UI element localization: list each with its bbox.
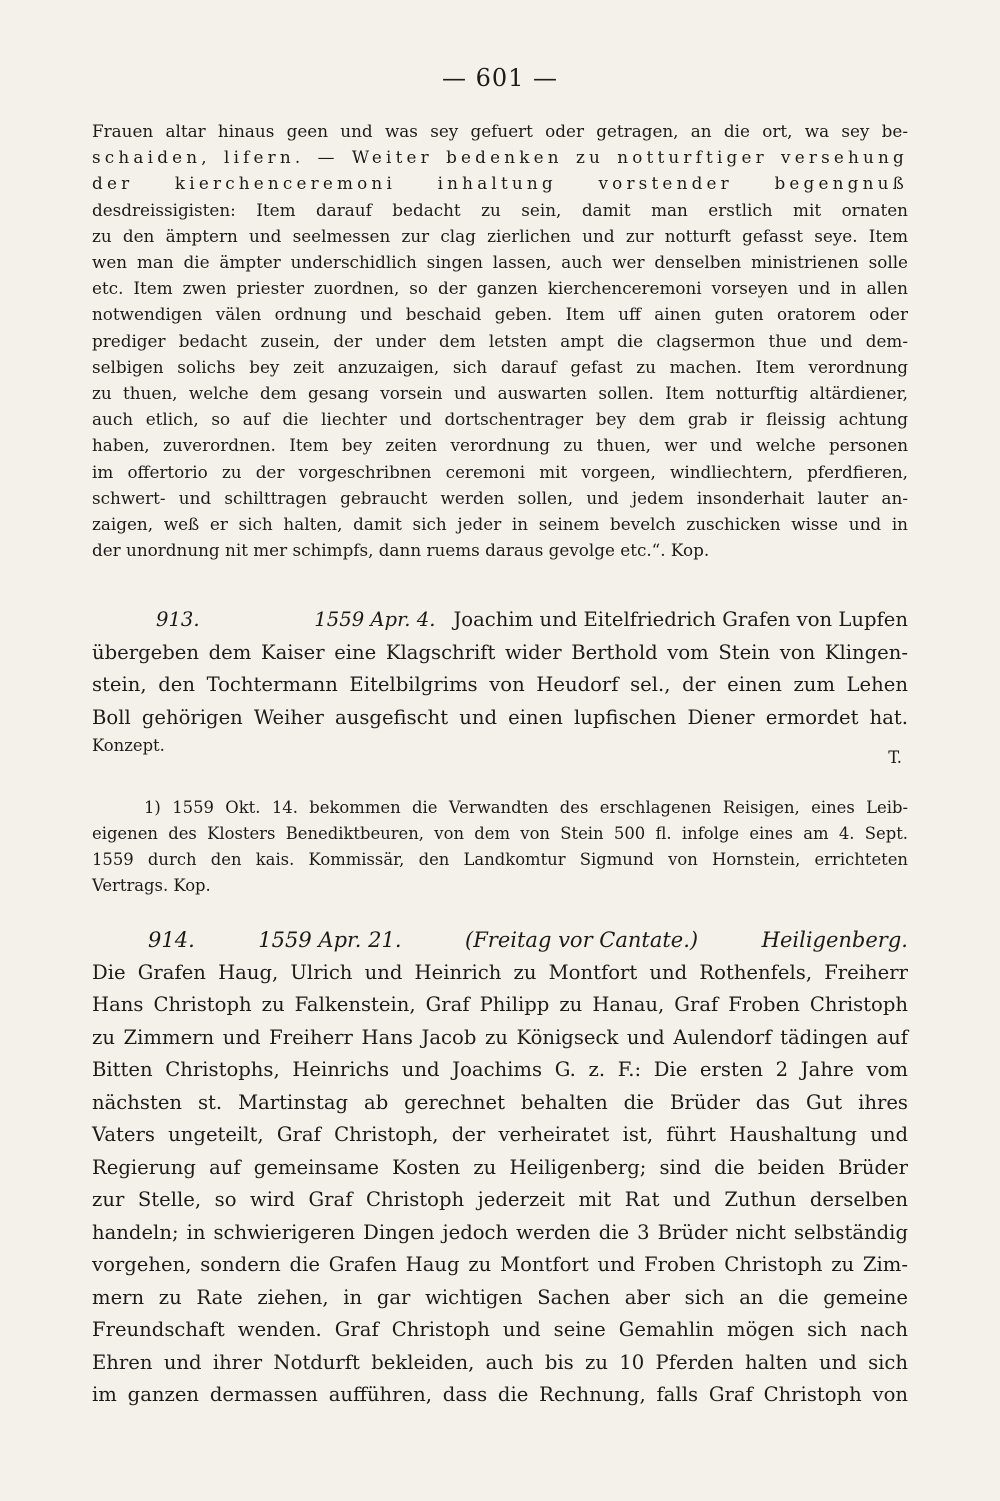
text-line: etc. Item zwen priester zuordnen, so der ganzen kierchenceremoni vorseyen und in allen — [92, 278, 908, 299]
entry-place: Heiligenberg. — [761, 928, 908, 952]
text-line: vorgehen, sondern die Grafen Haug zu Montfort und Froben Christoph zu Zim- — [92, 1253, 908, 1276]
text-line: Ehren und ihrer Notdurft bekleiden, auch bis zu 10 Pferden halten und sich — [92, 1350, 908, 1374]
footnote-line: Vertrags. Kop. — [92, 876, 211, 895]
text-line: auch etlich, so auf die liechter und dortschentrager bey dem grab ir fleissig achtung — [92, 409, 908, 430]
entry-day: (Freitag vor Cantate.) — [465, 928, 699, 952]
text-line: Freundschaft wenden. Graf Christoph und seine Gemahlin mögen sich nach — [92, 1318, 908, 1341]
entry-number: 913. — [156, 608, 200, 631]
source-note: Konzept. — [92, 736, 165, 755]
text-line: notwendigen välen ordnung und beschaid geben. Item uff ainen guten oratorem oder — [92, 304, 908, 325]
text-line: Boll gehörigen Weiher ausgefischt und einen lupfischen Diener ermordet hat. — [92, 705, 908, 729]
footnote-line: 1) 1559 Okt. 14. bekommen die Verwandten des erschlagenen Reisigen, eines Leib- — [144, 798, 908, 817]
entry-date: 1559 Apr. 21. — [258, 928, 402, 952]
text-line: zaigen, weß er sich halten, damit sich jeder in seinem bevelch zuschicken wisse und in — [92, 514, 908, 535]
text-line: desdreissigisten: Item darauf bedacht zu sein, damit man erstlich mit ornaten — [92, 199, 908, 220]
text-line: schaiden, lifern. — Weiter bedenken zu notturftiger versehung — [92, 147, 908, 168]
text-line: wen man die ämpter underschidlich singen lassen, auch wer denselben ministrienen solle — [92, 252, 908, 273]
entry-number: 914. — [148, 928, 195, 952]
text-line: mern zu Rate ziehen, in gar wichtigen Sachen aber sich an die gemeine — [92, 1285, 908, 1309]
text-line: handeln; in schwierigeren Dingen jedoch werden die 3 Brüder nicht selbständig — [92, 1220, 908, 1244]
text-line: übergeben dem Kaiser eine Klagschrift wider Berthold vom Stein von Klingen- — [92, 640, 908, 664]
entry-913 — [92, 604, 908, 770]
signature: T. — [888, 748, 902, 767]
text-line: zu thuen, welche dem gesang vorsein und auswarten sollen. Item notturftig altärdiener, — [92, 383, 908, 404]
text-line: selbigen solichs bey zeit anzuzaigen, sich darauf gefast zu machen. Item verordnung — [92, 356, 908, 377]
entry-913-header — [92, 604, 908, 637]
text-line: Regierung auf gemeinsame Kosten zu Heiligenberg; sind die beiden Brüder — [92, 1155, 908, 1179]
entry-913-source-row — [92, 734, 908, 770]
text-line: Vaters ungeteilt, Graf Christoph, der verheiratet ist, führt Haushaltung und — [92, 1123, 908, 1146]
text-line: schwert- und schilttragen gebraucht werden sollen, und jedem insonderhait lauter an- — [92, 487, 908, 508]
entry-date: 1559 Apr. 4. — [314, 608, 436, 631]
text-line: Frauen altar hinaus geen und was sey gefuert oder getragen, an die ort, wa sey be- — [92, 121, 908, 141]
text-line: zu den ämptern und seelmessen zur clag zierlichen und zur notturft gefasst seye. Item — [92, 225, 908, 246]
text-line: stein, den Tochtermann Eitelbilgrims von Heudorf sel., der einen zum Lehen — [92, 673, 908, 696]
text-line: im offertorio zu der vorgeschribnen ceremoni mit vorgeen, windliechtern, pferdfieren, — [92, 461, 908, 482]
text-line: Hans Christoph zu Falkenstein, Graf Philipp zu Hanau, Graf Froben Christoph — [92, 993, 908, 1016]
text-line: zu Zimmern und Freiherr Hans Jacob zu Königseck und Aulendorf tädingen auf — [92, 1025, 908, 1049]
page-number: — 601 — — [441, 64, 559, 92]
text-line: nächsten st. Martinstag ab gerechnet behalten die Brüder das Gut ihres — [92, 1090, 908, 1114]
footnote-line: eigenen des Klosters Benediktbeuren, von dem von Stein 500 fl. infolge eines am 4. Sept. — [92, 824, 908, 843]
text-line: prediger bedacht zusein, der under dem letsten ampt die clagsermon thue und dem- — [92, 330, 908, 351]
text-line: Joachim und Eitelfriedrich Grafen von Lupfen — [453, 608, 908, 631]
continuation-paragraph — [92, 118, 908, 563]
text-line: haben, zuverordnen. Item bey zeiten verordnung zu thuen, wer und welche personen — [92, 435, 908, 456]
text-line: der kierchenceremoni inhaltung vorstender begengnuß — [92, 173, 908, 194]
footnote-line: 1559 durch den kais. Kommissär, den Landkomtur Sigmund von Hornstein, errichteten — [92, 850, 908, 869]
entry-914 — [92, 924, 908, 1412]
text-line: Die Grafen Haug, Ulrich und Heinrich zu Montfort und Rothenfels, Freiherr — [92, 960, 908, 984]
footnote — [92, 795, 908, 899]
text-line: der unordnung nit mer schimpfs, dann ruems daraus gevolge etc.“. Kop. — [92, 540, 710, 561]
entry-914-header — [92, 924, 908, 957]
text-line: zur Stelle, so wird Graf Christoph jederzeit mit Rat und Zuthun derselben — [92, 1188, 908, 1211]
text-line: im ganzen dermassen aufführen, dass die Rechnung, falls Graf Christoph von — [92, 1383, 908, 1406]
text-line: Bitten Christophs, Heinrichs und Joachims G. z. F.: Die ersten 2 Jahre vom — [92, 1058, 908, 1081]
